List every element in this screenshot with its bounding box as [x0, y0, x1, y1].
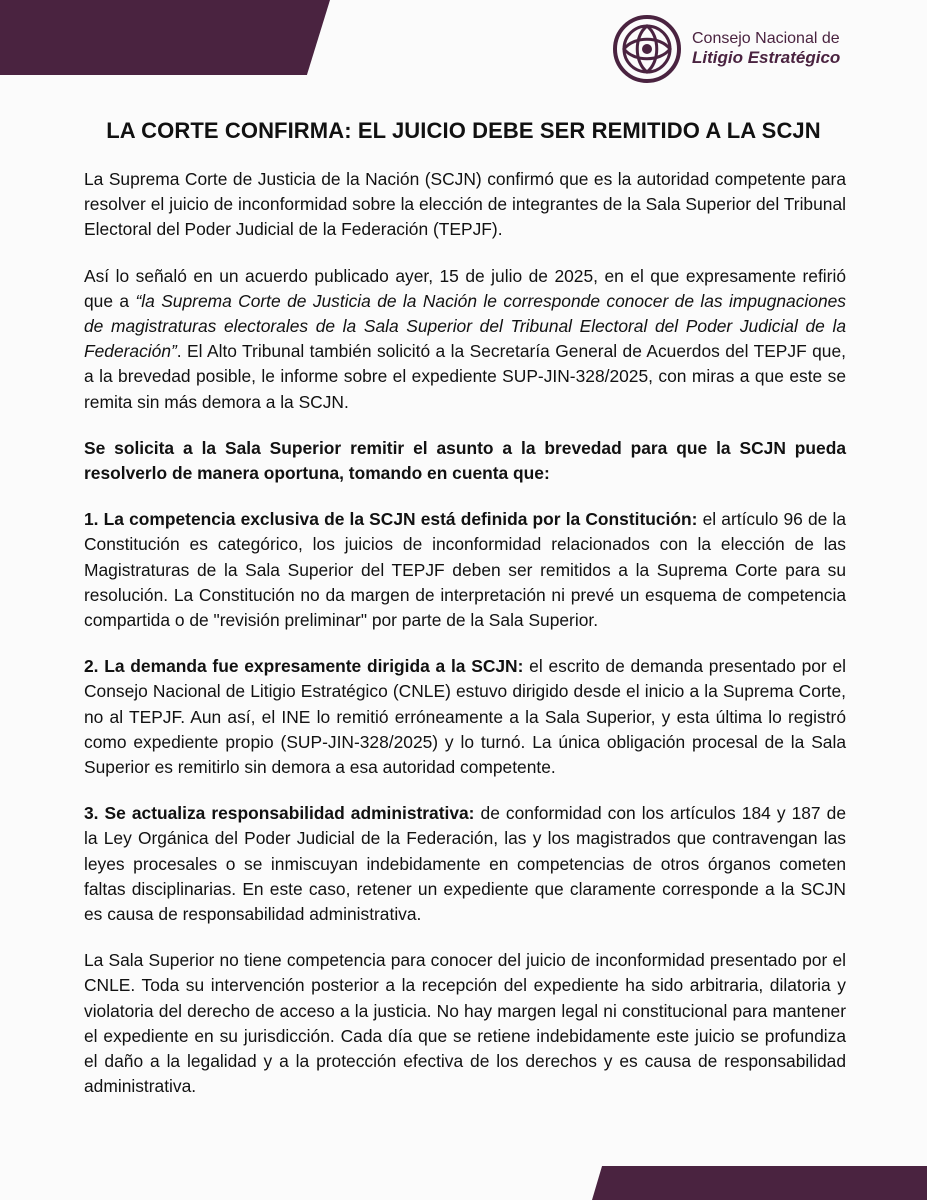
point-1-text: el artículo 96 de la Constitución es categórico, los juicios de inconformidad relacionados con la elección de las Magistraturas de la Sala Superior del TEPJF deben ser remitidos a la Suprema Corte para su resolución. La Constitución no da margen de interpretación ni prevé un esquema de competencia compartida o de "revisión preliminar" por parte de la Sala Superior.	[84, 509, 847, 631]
paragraph-agreement-text-b: . El Alto Tribunal también solicitó a la Secretaría General de Acuerdos del TEPJF que, a la brevedad posible, le informe sobre el expediente SUP-JIN-328/2025, con miras a que este se remita sin más demora a la SCJN.	[84, 341, 846, 412]
paragraph-agreement-text-a: Así lo señaló en un acuerdo publicado ayer, 15 de julio de 2025, en el que expresamente refirió que a	[84, 265, 846, 311]
point-3	[84, 801, 846, 927]
cnle-logo	[612, 14, 840, 84]
logo-name-line2: Litigio Estratégico	[692, 48, 841, 68]
paragraph-agreement	[84, 264, 846, 415]
logo-name-line1: Consejo Nacional de	[692, 30, 840, 48]
bottom-decorative-band	[592, 1166, 927, 1200]
paragraph-conclusion: La Sala Superior no tiene competencia para conocer del juicio de inconformidad presentado por el CNLE. Toda su intervención posterior a la recepción del expediente ha sido arbitraria, dilatoria y violatoria del derecho de acceso a la justicia. No hay margen legal ni constitucional para mantener el expediente en su jurisdicción. Cada día que se retiene indebidamente este juicio se profundiza el daño a la legalidad y a la protección efectiva de los derechos y es causa de responsabilidad administrativa.	[84, 950, 846, 1097]
document-body	[84, 167, 846, 1121]
page-title: LA CORTE CONFIRMA: EL JUICIO DEBE SER REMITIDO A LA SCJN	[106, 118, 821, 143]
paragraph-agreement-quote: “la Suprema Corte de Justicia de la Nación le corresponde conocer de las impugnaciones de magistraturas electorales de la Sala Superior del Tribunal Electoral del Poder Judicial de la Federación”	[84, 290, 846, 362]
paragraph-request: Se solicita a la Sala Superior remitir el asunto a la brevedad para que la SCJN pueda resolverlo de manera oportuna, tomando en cuenta que:	[84, 437, 846, 484]
point-3-heading: 3. Se actualiza responsabilidad administrativa:	[84, 803, 475, 824]
point-2-text: el escrito de demanda presentado por el Consejo Nacional de Litigio Estratégico (CNLE) estuvo dirigido desde el inicio a la Suprema Corte, no al TEPJF. Aun así, el INE lo remitió erróneamente a la Sala Superior, y esta última lo registró como expediente propio (SUP-JIN-328/2025) y lo turnó. La única obligación procesal de la Sala Superior es remitirlo sin demora a esa autoridad competente.	[84, 656, 846, 778]
point-3-text: de conformidad con los artículos 184 y 187 de la Ley Orgánica del Poder Judicial de la Federación, las y los magistrados que contravengan las leyes procesales o se inmiscuyan indebidamente en competencias de otros órganos cometen faltas disciplinarias. En este caso, retener un expediente que claramente corresponde a la SCJN es causa de responsabilidad administrativa.	[84, 803, 846, 925]
point-1-heading: 1. La competencia exclusiva de la SCJN está definida por la Constitución:	[84, 509, 698, 530]
top-decorative-band	[0, 0, 330, 75]
point-1	[84, 507, 846, 633]
logo-text	[692, 30, 840, 68]
point-2	[84, 654, 846, 780]
point-2-heading: 2. La demanda fue expresamente dirigida a la SCJN:	[84, 656, 524, 677]
paragraph-intro: La Suprema Corte de Justicia de la Nación (SCJN) confirmó que es la autoridad competente para resolver el juicio de inconformidad sobre la elección de integrantes de la Sala Superior del Tribunal Electoral del Poder Judicial de la Federación (TEPJF).	[84, 169, 846, 240]
cnle-emblem-icon	[612, 14, 682, 84]
